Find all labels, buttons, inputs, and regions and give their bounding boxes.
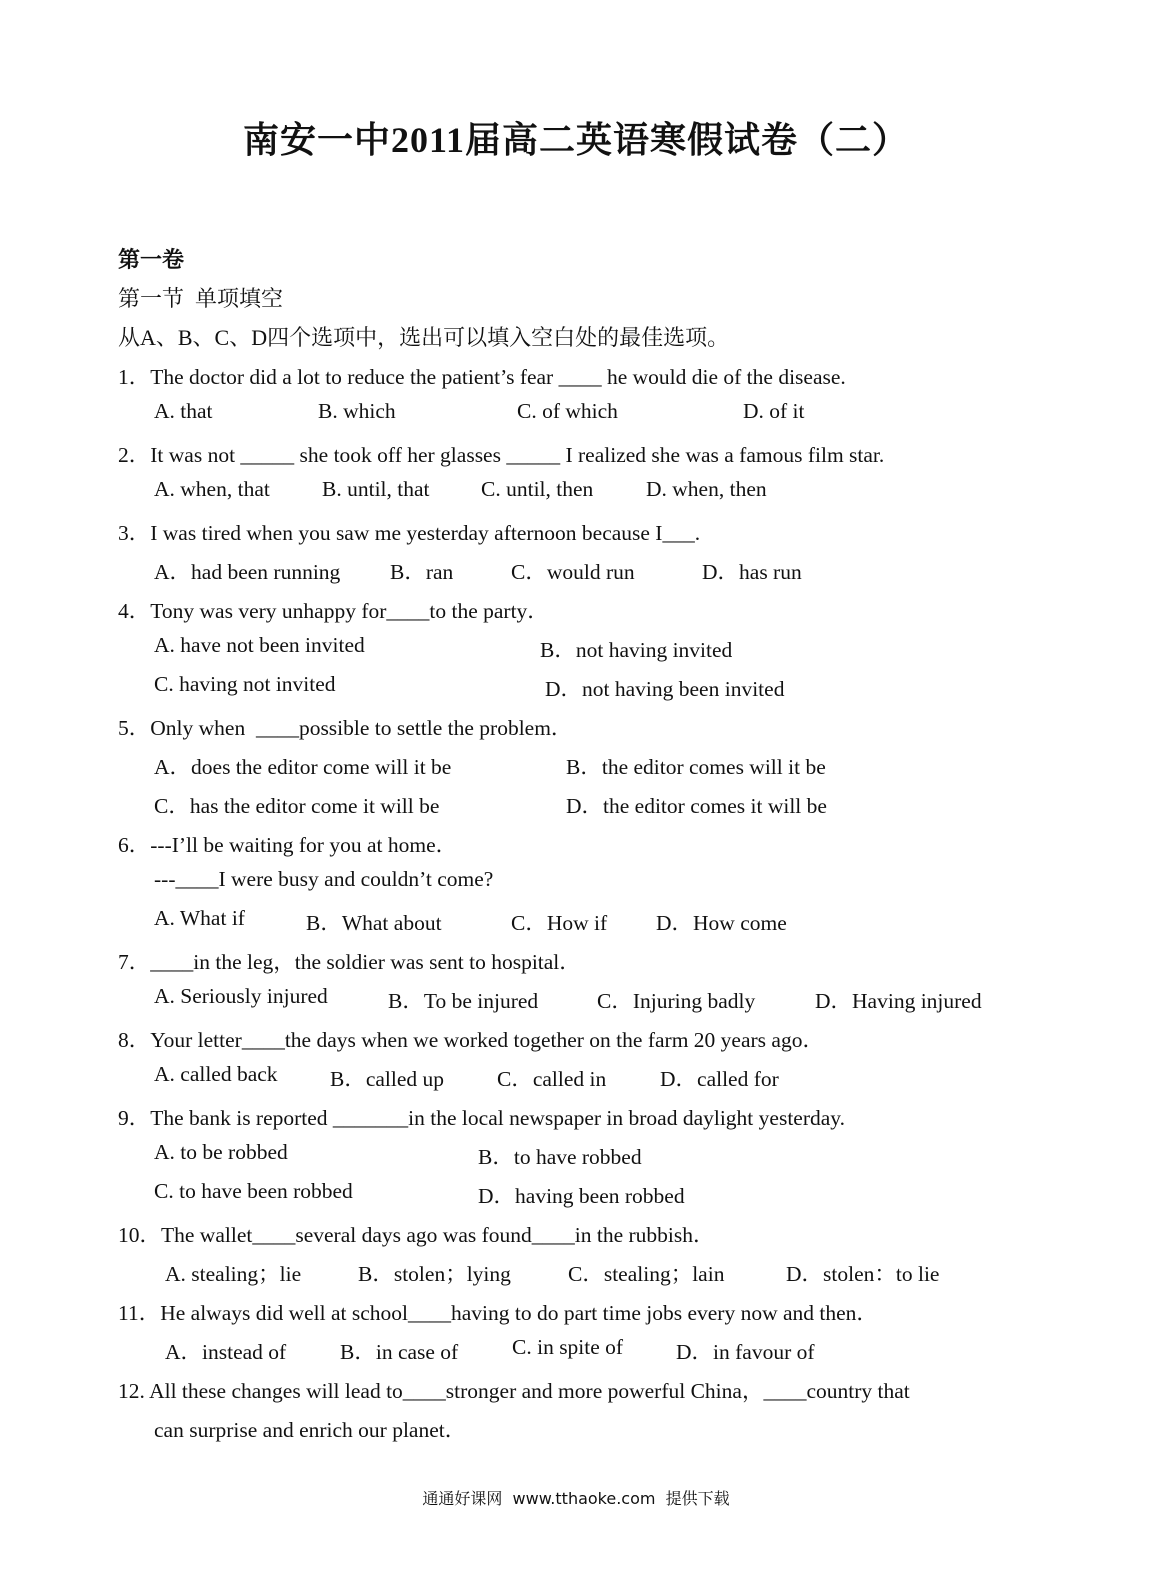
option-b: B．What about xyxy=(306,911,442,935)
option-b: B．the editor comes will it be xyxy=(566,755,826,779)
option-a: A. stealing；lie xyxy=(165,1262,302,1286)
question-stem: 5．Only when ____possible to settle the problem． xyxy=(118,716,573,740)
option-d: D．called for xyxy=(660,1067,779,1091)
volume-heading: 第一卷 xyxy=(118,247,185,272)
option-a: A. have not been invited xyxy=(154,633,365,657)
question-stem-line2: ---____I were busy and couldn’t come? xyxy=(154,867,494,891)
option-d: D. when, then xyxy=(646,477,767,501)
option-b: B．To be injured xyxy=(388,989,539,1013)
option-d: D. of it xyxy=(743,399,805,423)
question-stem: 9．The bank is reported _______in the local newspaper in broad daylight yesterday. xyxy=(118,1106,846,1130)
option-a: A. called back xyxy=(154,1062,278,1086)
question-stem: 4．Tony was very unhappy for____to the party． xyxy=(118,599,549,623)
option-c: C．Injuring badly xyxy=(597,989,756,1013)
section-heading: 第一节 单项填空 xyxy=(118,286,284,311)
option-d: D．has run xyxy=(702,560,802,584)
option-c: C. to have been robbed xyxy=(154,1179,353,1203)
option-d: D．having been robbed xyxy=(478,1184,685,1208)
option-b: B．to have robbed xyxy=(478,1145,642,1169)
option-a: A．does the editor come will it be xyxy=(154,755,452,779)
option-a: A. that xyxy=(154,399,213,423)
option-d: D．in favour of xyxy=(676,1340,815,1364)
option-d: D．How come xyxy=(656,911,787,935)
option-c: C. having not invited xyxy=(154,672,336,696)
option-c: C. of which xyxy=(517,399,618,423)
option-c: C. in spite of xyxy=(512,1335,624,1359)
question-stem: 8．Your letter____the days when we worked together on the farm 20 years ago． xyxy=(118,1028,824,1052)
option-a: A. when, that xyxy=(154,477,270,501)
option-c: C．would run xyxy=(511,560,635,584)
question-stem: 2．It was not _____ she took off her glasses _____ I realized she was a famous film star. xyxy=(118,443,885,467)
option-a: A. to be robbed xyxy=(154,1140,288,1164)
option-d: D．Having injured xyxy=(815,989,982,1013)
option-b: B．ran xyxy=(390,560,454,584)
option-d: D．stolen：to lie xyxy=(786,1262,940,1286)
option-d: D．not having been invited xyxy=(545,677,785,701)
option-b: B. which xyxy=(318,399,396,423)
option-c: C．has the editor come it will be xyxy=(154,794,440,818)
option-b: B．not having invited xyxy=(540,638,733,662)
option-a: A．instead of xyxy=(165,1340,287,1364)
option-a: A．had been running xyxy=(154,560,341,584)
question-stem: 3．I was tired when you saw me yesterday afternoon because I___. xyxy=(118,521,701,545)
option-b: B．called up xyxy=(330,1067,445,1091)
page-title: 南安一中2011届高二英语寒假试卷（二） xyxy=(242,120,909,160)
option-a: A. What if xyxy=(154,906,245,930)
option-b: B．stolen；lying xyxy=(358,1262,511,1286)
question-stem: 12. All these changes will lead to____stronger and more powerful China，____country that xyxy=(118,1379,910,1403)
question-stem: 11．He always did well at school____having to do part time jobs every now and then． xyxy=(118,1301,878,1325)
question-stem: 6．---I’ll be waiting for you at home． xyxy=(118,833,458,857)
option-b: B. until, that xyxy=(322,477,430,501)
question-stem: 7．____in the leg，the soldier was sent to hospital． xyxy=(118,950,581,974)
option-d: D．the editor comes it will be xyxy=(566,794,827,818)
option-c: C．called in xyxy=(497,1067,607,1091)
question-stem: 1．The doctor did a lot to reduce the patient’s fear ____ he would die of the disease. xyxy=(118,365,846,389)
option-c: C．stealing；lain xyxy=(568,1262,725,1286)
option-b: B．in case of xyxy=(340,1340,459,1364)
option-c: C. until, then xyxy=(481,477,594,501)
option-c: C．How if xyxy=(511,911,608,935)
footer-download-note: 通通好课网 www.tthaoke.com 提供下载 xyxy=(422,1489,730,1508)
question-stem: 10．The wallet____several days ago was found____in the rubbish． xyxy=(118,1223,715,1247)
option-a: A. Seriously injured xyxy=(154,984,328,1008)
instruction: 从A、B、C、D四个选项中，选出可以填入空白处的最佳选项。 xyxy=(118,325,730,350)
question-stem-line2: can surprise and enrich our planet． xyxy=(154,1418,467,1442)
